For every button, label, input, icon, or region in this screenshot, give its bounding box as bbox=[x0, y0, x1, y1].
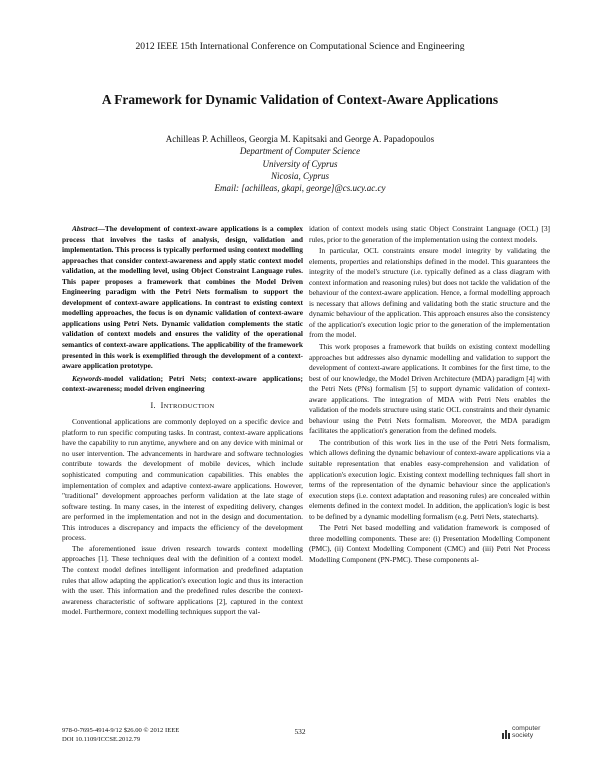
author-department: Department of Computer Science bbox=[239, 146, 361, 157]
logo-text bbox=[512, 725, 540, 740]
left-column bbox=[62, 224, 303, 618]
footer-doi: DOI 10.1109/ICCSE.2012.79 bbox=[62, 735, 141, 743]
logo-line-2: society bbox=[512, 732, 534, 740]
author-block bbox=[0, 133, 600, 194]
logo-line-1: computer bbox=[512, 725, 541, 732]
section-number: I. bbox=[150, 400, 156, 410]
body-paragraph-continued: idation of context models using static Object Constraint Language (OCL) [3] rules, prior to the generation of the implementation using the context models. bbox=[309, 224, 550, 244]
body-paragraph-ocl: In particular, OCL constraints ensure model integrity by validating the elements, properties and relationships defined in the model. This guarantees the integrity of the model's structure (i.e. typically defined as a class diagram with context information and reasoning rules) but does not tackle the validation of the behaviour of the context-aware application. Hence, a formal modelling approach is necessary that allows defining and validating both the static structure and the dynamic behaviour of the application. This approach ensures also the consistency of the application's execution logic prior to the generation of the implementation from the model. bbox=[309, 246, 551, 340]
body-paragraph-contribution: The contribution of this work lies in the use of the Petri Nets formalism, which allows defining the dynamic behaviour of context-aware applications via a suitable representation that enables easy-comprehension and validation of application's execution logic. Existing context modelling techniques fall short in terms of the representation of the dynamic behaviour since the application's execution steps (i.e. context adaptation and reasoning rules) are concealed within elements defined in the context model. In addition, the application's logic is best to be defined by a dynamic modelling formalism (e.g. Petri Nets, statecharts). bbox=[309, 437, 550, 521]
intro-paragraph-1: Conventional applications are commonly deployed on a specific device and platform to run specific computing tasks. In contrast, context-aware applications have the capability to run anytime, anywhere and on any device with minimal or no user intervention. The advancements in hardware and software technologies contribute towards the development of mobile devices, which include sophisticated computing and communication capabilities. This enables the implementation of complex and adaptive context-aware applications. However, "traditional" development approaches perform validation at the late stage of software testing. In many cases, in the interest of expediting delivery, changes are performed in the implementation and not in the design and documentation. This introduces a discrepancy and impacts the efficiency of the development process. bbox=[62, 417, 303, 543]
abstract bbox=[62, 224, 303, 372]
body-paragraph-framework: This work proposes a framework that builds on existing context modelling approaches but addresses also dynamic modelling and validation to support the development of context-aware applications. It combines for the first time, to the best of our knowledge, the Model Driven Architecture (MDA) paradigm [4] with the Petri Nets (PNs) formalism [5] to support dynamic validation of context-aware applications. The integration of MDA with Petri Nets enables the validation of the models structure using static OCL constraints and their dynamic behaviour using the Petri Nets formalism. Moreover, the MDA paradigm facilitates the application's generation from the defined models. bbox=[309, 342, 550, 436]
author-email: Email: [achilleas, gkapi, george]@cs.ucy.ac.cy bbox=[214, 183, 386, 194]
section-initial: I bbox=[160, 400, 164, 410]
keywords-text: model validation; Petri Nets; context-aware applications; context-awareness; model driven engineering bbox=[62, 373, 303, 394]
keywords-lead: Keywords- bbox=[72, 373, 105, 383]
abstract-text: —The development of context-aware applications is a complex process that involves the tasks of analysis, design, validation and implementation. This process is typically performed using context modelling approaches that consider context-awareness and apply static context model validation, at the modelling level, using Object Constraint Language rules. This paper proposes a framework that combines the Model Driven Engineering paradigm with the Petri Nets formalism to support the development of context-aware applications. In contrast to existing context modelling approaches, the focus is on dynamic validation of context-aware applications using Petri Nets. Dynamic validation complements the static validation of context models and ensures the validity of the operational semantics of context-aware applications. The applicability of the framework presented in this work is exemplified through the development of a context-aware application prototype. bbox=[62, 224, 303, 371]
footer-isbn: 978-0-7695-4914-9/12 $26.00 © 2012 IEEE bbox=[62, 727, 180, 734]
body-paragraph-components: The Petri Net based modelling and validation framework is composed of three modelling components. These are: (i) Presentation Modelling Component (PMC), (ii) Context Modelling Component (CMC) and (iii) Petri Net Process Modelling Component (PN-PMC). These components al- bbox=[309, 523, 550, 564]
author-university: University of Cyprus bbox=[262, 158, 338, 169]
section-heading-introduction bbox=[62, 401, 303, 413]
keywords bbox=[62, 374, 303, 395]
conference-header: 2012 IEEE 15th International Conference on Computational Science and Engineering bbox=[135, 41, 465, 52]
logo-bars-icon bbox=[502, 726, 511, 744]
intro-paragraph-2: The aforementioned issue driven research towards context modelling approaches [1]. These techniques deal with the definition of a context model. The context model defines intelligent information and predefined adaptation rules that allow adapting the application's execution logic and thus its interaction with the user. This information and the predefined rules describe the context-awareness characteristic of software applications [2], captured in the context model. Furthermore, context modelling techniques support the val- bbox=[62, 543, 303, 617]
computer-society-logo bbox=[500, 724, 550, 746]
author-location: Nicosia, Cyprus bbox=[270, 170, 329, 181]
paper-title: A Framework for Dynamic Validation of Context-Aware Applications bbox=[101, 92, 499, 107]
right-column bbox=[309, 224, 550, 566]
section-title-rest: NTRODUCTION bbox=[163, 402, 215, 410]
author-names: Achilleas P. Achilleos, Georgia M. Kapitsaki and George A. Papadopoulos bbox=[165, 134, 435, 144]
page-number: 532 bbox=[294, 727, 306, 736]
abstract-lead: Abstract bbox=[72, 224, 98, 233]
